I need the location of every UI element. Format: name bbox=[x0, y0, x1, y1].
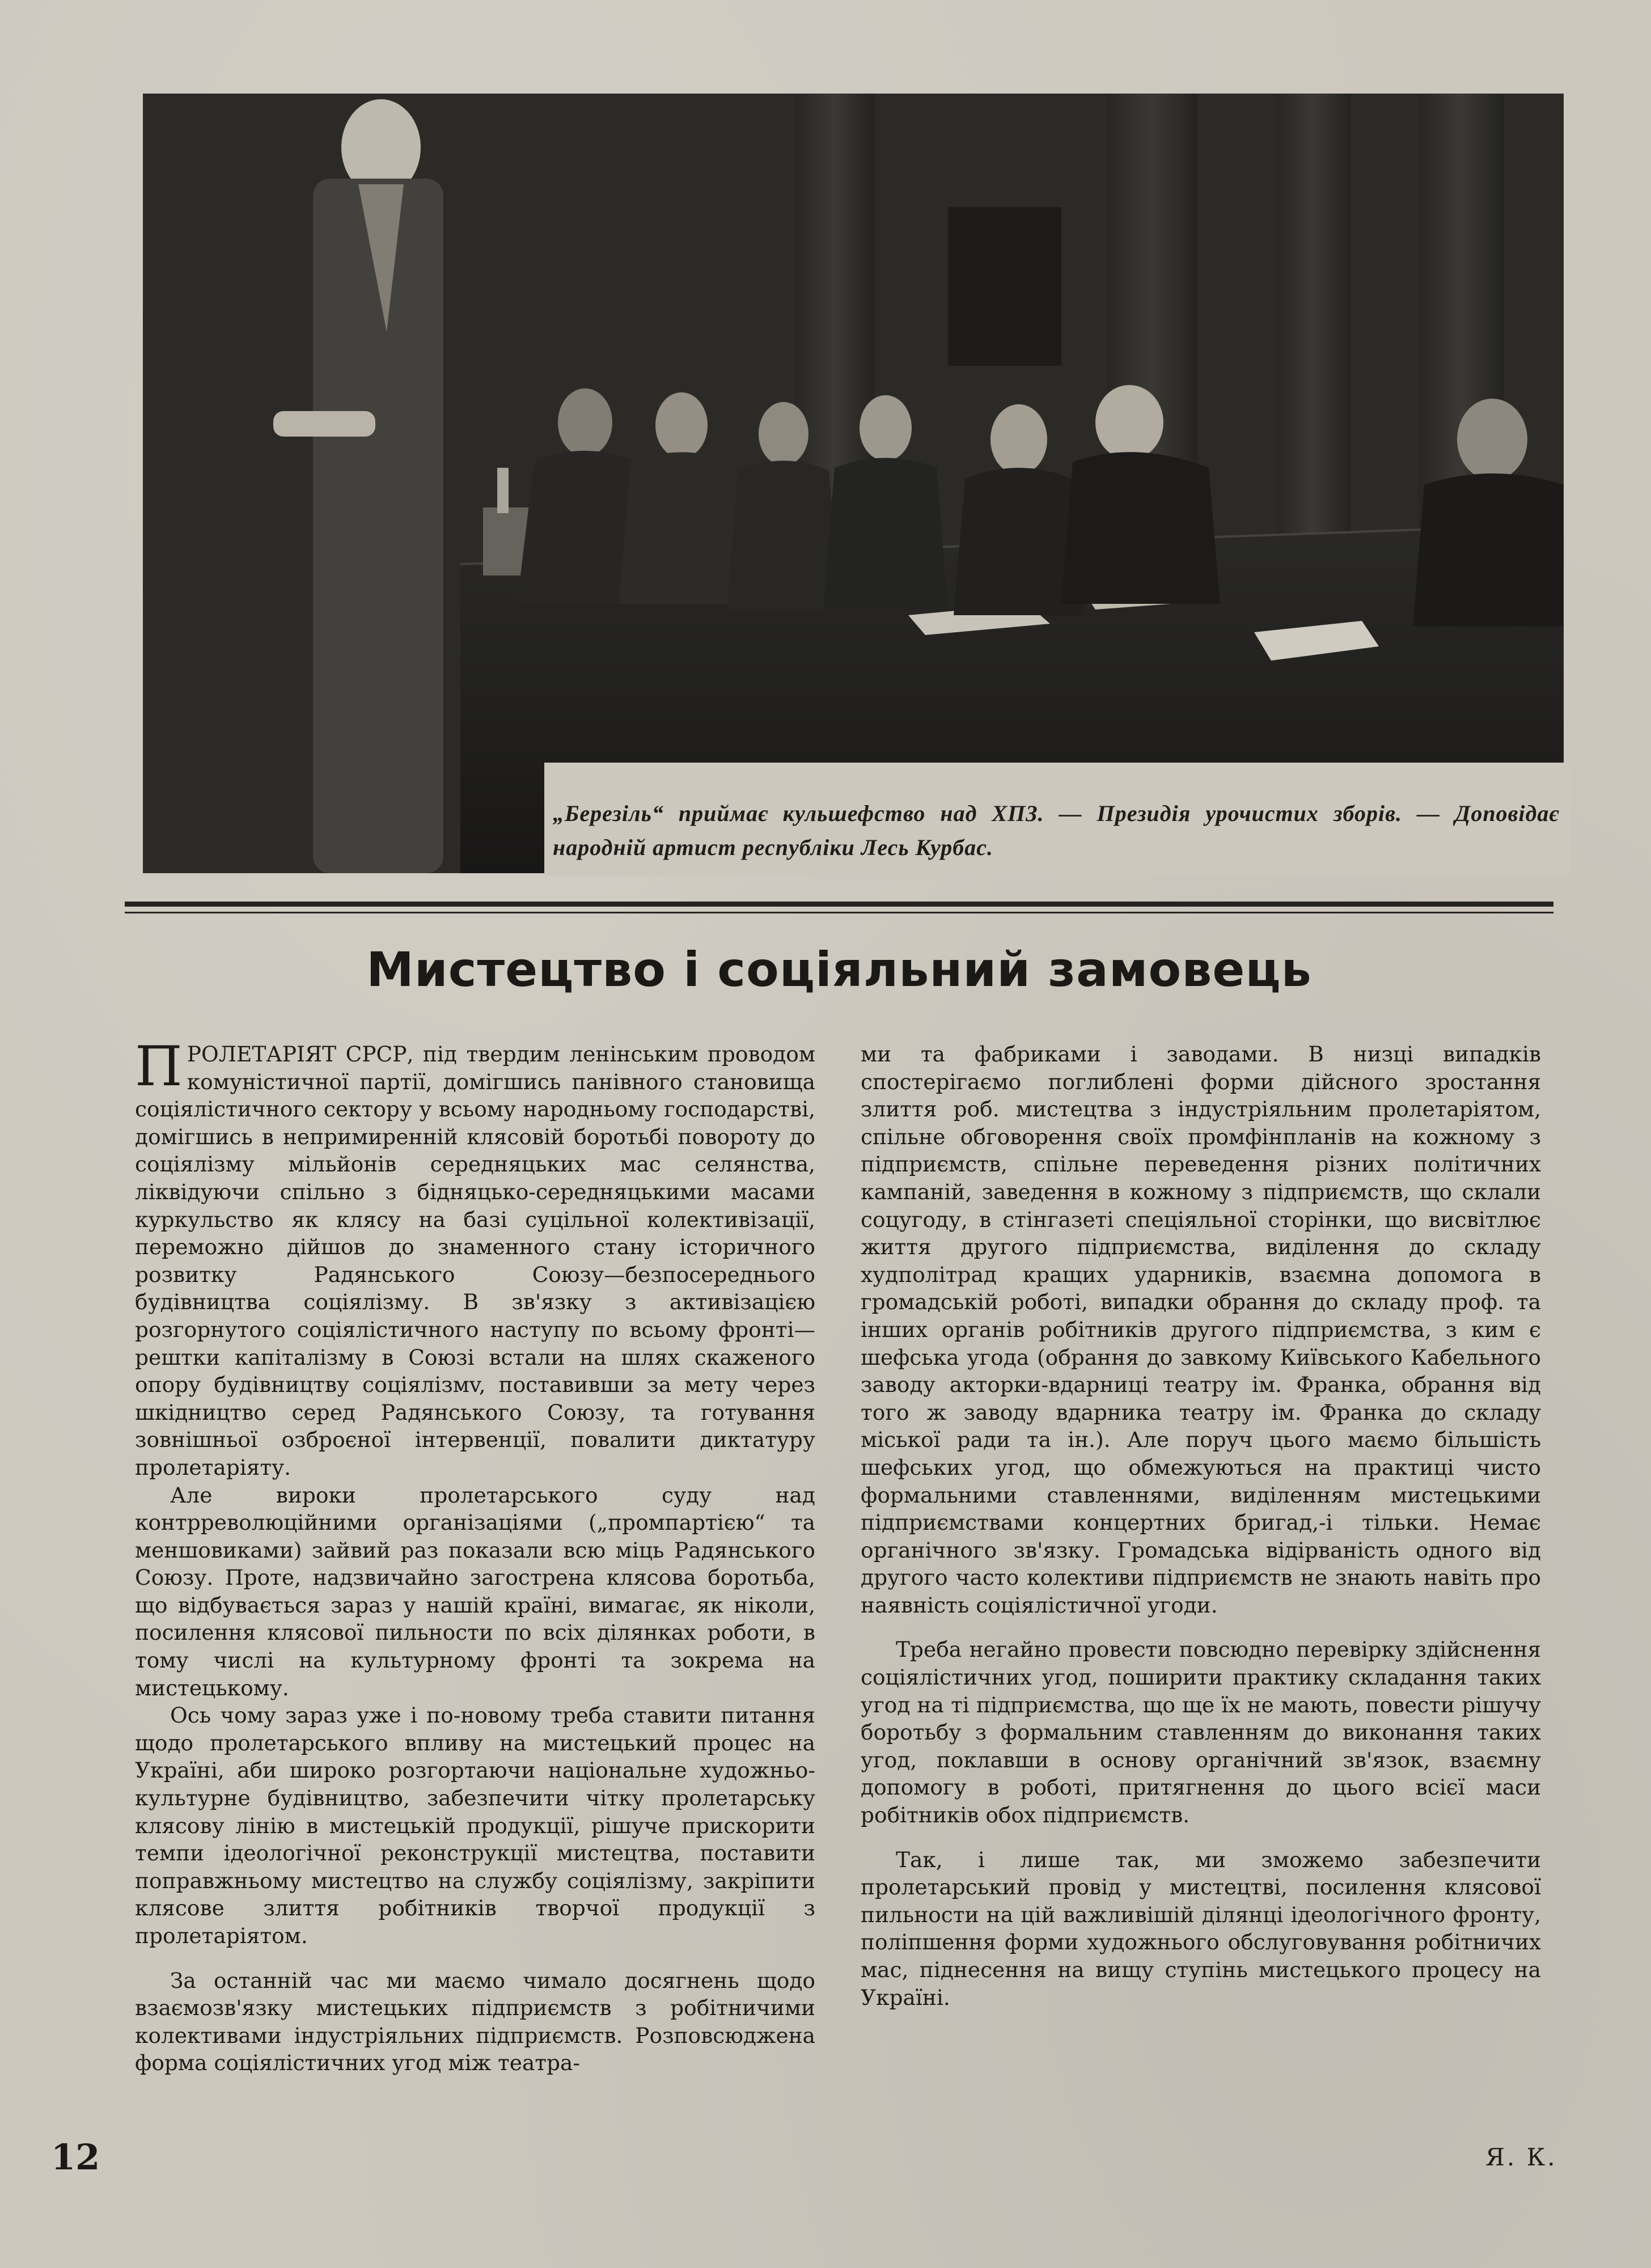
paragraph-6: Треба негайно провести повсюдно перевірку здійснення соціялістичних угод, поширити практику складання таких угод на ті підприємства, що ще їх не мають, повести рішучу боротьбу з формальним ставленням до виконання таких угод, поклавши в основу органічний зв'язок, взаємну допомогу в роботі, притягнення до цього всієї маси робітників обох підприємств. bbox=[861, 1637, 1541, 1828]
title-rule-thick bbox=[125, 902, 1553, 907]
paragraph-1-text: РОЛЕТАРІЯТ СРСР, під твердим ленінським проводом комуністичної партії, домігшись панівного становища соціялістичного сектору у всьому народньому господарстві, домігшись в непримиренній клясовій боротьбі повороту до соціялізму мільйонів середняцьких мас селянства, ліквідуючи спільно з бідняцько-середняцькими масами куркульство як клясу на базі суцільної колективізації, переможно дійшов до знаменного стану історичного розвитку Радянського Союзу—безпосереднього будівництва соціялізму. В зв'язку з активізацією розгорнутого соціялістичного наступу по всьому фронті—рештки капіталізму в Союзі встали на шлях скаженого опору будівництву соціялізмv, поставивши за мету через шкідництво серед Радянського Союзу, та готування зовнішньої озброєної інтервенції, повалити диктатуру пролетаріяту. bbox=[135, 1042, 815, 1480]
photo-illustration bbox=[143, 94, 1564, 873]
article-column-right bbox=[861, 1040, 1541, 2011]
article-column-left bbox=[135, 1035, 815, 2077]
drop-cap: П bbox=[135, 1035, 183, 1098]
article-title: Мистецтво і соціяльний замовець bbox=[366, 942, 1312, 997]
photo-caption: „Березіль“ приймає кульшефство над ХПЗ. — Президія урочистих зборів. — Доповідає народній артист республіки Лесь Курбас. bbox=[553, 801, 1559, 860]
paragraph-4: За останній час ми маємо чимало досягнень щодо взаємозв'язку мистецьких підприємств з робітничими колективами індустріяльних підприємств. Розповсюджена форма соціялістичних угод між театра- bbox=[135, 1967, 815, 2076]
paragraph-5: ми та фабриками і заводами. В низці випадків спостерігаємо поглиблені форми дійсного зростання злиття роб. мистецтва з індустріяльним пролетаріятом, спільне обговорення своїх промфінпланів на кожному з підприємств, спільне переведення різних політичних кампаній, заведення в кожному з підприємств, що склали соцугоду, в стінгазеті спеціяльної сторінки, що висвітлює життя другого підприємства, виділення до складу худполітрад кращих ударників, взаємна допомога в громадській роботі, випадки обрання до складу проф. та інших органів робітників другого підприємства, з ким є шефська угода (обрання до завкому Київського Кабельного заводу акторки-вдарниці театру ім. Франка, обрання від того ж заводу вдарника театру ім. Франка до складу міської ради та ін.). Але поруч цього маємо більшість шефських угод, що обмежуються на практиці чисто формальними ставленнями, виділенням мистецькими підприємствами концертних бригад,-і тільки. Немає органічного зв'язку. Громадська відірваність одного від другого часто колективи підприємств не знають навіть про наявність соціялістичної угоди. bbox=[861, 1042, 1541, 1618]
author-signature: Я. К. bbox=[1485, 2143, 1557, 2171]
paragraph-2: Але вироки пролетарського суду над контрреволюційними організаціями („промпартією“ та меншовиками) зайвий раз показали всю міць Радянського Союзу. Проте, надзвичайно загострена клясова боротьба, що відбувається зараз у нашій країні, вимагає, як ніколи, посилення клясової пильности по всіх ділянках роботи, в тому числі на культурному фронті та зокрема на мистецькому. bbox=[135, 1482, 815, 1700]
paragraph-1 bbox=[135, 1035, 815, 1482]
paragraph-3: Ось чому зараз уже і по-новому треба ставити питання щодо пролетарського впливу на мистецький процес на Україні, аби широко розгортаючи національне художньо-культурне будівництво, забезпечити чітку пролетарську клясову лінію в мистецькій продукції, рішуче прискорити темпи ідеологічної реконструкції мистецтва, поставити поправжньому мистецтво на службу соціялізму, закріпити клясове злиття робітників творчої продукції з пролетаріятом. bbox=[135, 1703, 815, 1948]
presidium-photo bbox=[143, 94, 1564, 873]
paragraph-7: Так, і лише так, ми зможемо забезпечити пролетарський провід у мистецтві, посилення клясової пильности на цій важливішій ділянці ідеологічного фронту, поліпшення форми художнього обслуговування робітничих мас, піднесення на вищу ступінь мистецького процесу на Україні. bbox=[861, 1847, 1541, 2010]
page-number: 12 bbox=[51, 2136, 100, 2178]
title-rule-thin bbox=[125, 912, 1553, 913]
